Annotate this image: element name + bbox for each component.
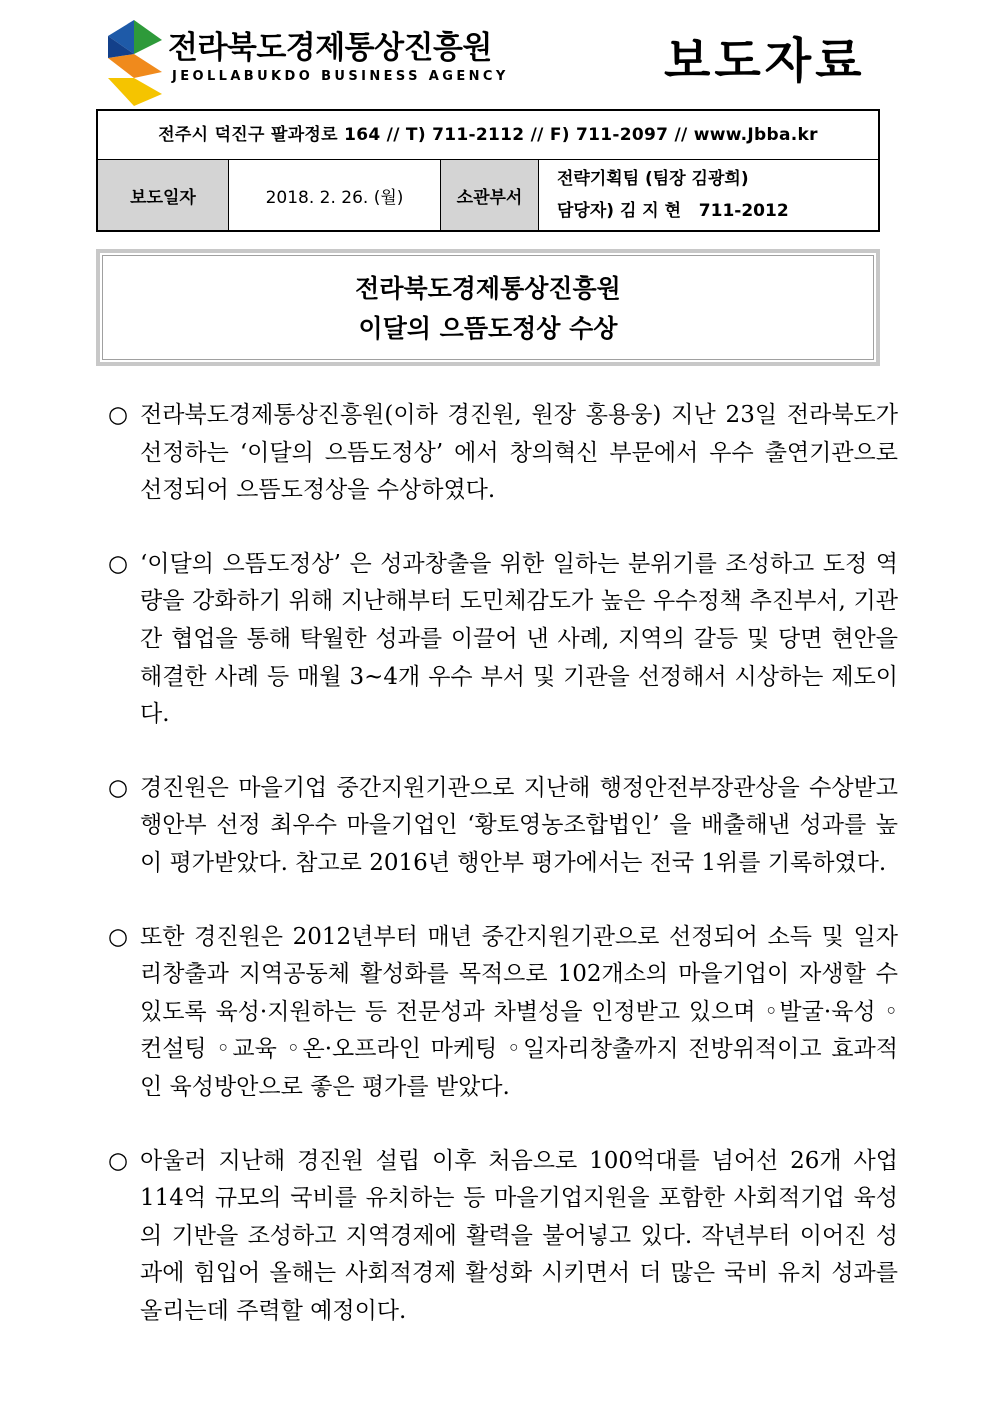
circle-bullet: ○ (108, 774, 129, 801)
circle-bullet: ○ (108, 923, 129, 950)
contact-address-line: 전주시 덕진구 팔과정로 164 // T) 711-2112 // F) 711-2097 // www.Jbba.kr (98, 111, 878, 160)
agency-logo (104, 14, 509, 108)
paragraph-text: 전라북도경제통상진흥원(이하 경진원, 원장 홍용웅) 지난 23일 전라북도가 선정하는 ‘이달의 으뜸도정상’ 에서 창의혁신 부문에서 우수 출연기관으로 선정되어 으뜸도정상을 수상하였다. (140, 402, 898, 504)
headline-box (96, 249, 880, 366)
headline-line-2: 이달의 으뜸도정상 수상 (358, 314, 618, 343)
paragraph-text: 아울러 지난해 경진원 설립 이후 처음으로 100억대를 넘어선 26개 사업 114억 규모의 국비를 유치하는 등 마을기업지원을 포함한 사회적기업 육성의 기반을 조성하고 지역경제에 활력을 불어넣고 있다. 작년부터 이어진 성과에 힘입어 올해는 사회적경제 활성화 시키면서 더 많은 국비 유치 성과를 올리는데 주력할 예정이다. (140, 1147, 898, 1324)
paragraph-text: 경진원은 마을기업 중간지원기관으로 지난해 행정안전부장관상을 수상받고 행안부 선정 최우수 마을기업인 ‘황토영농조합법인’ 을 배출해낸 성과를 높이 평가받았다. 참고로 2016년 행안부 평가에서는 전국 1위를 기록하였다. (140, 774, 898, 876)
release-date-label: 보도일자 (98, 160, 229, 230)
org-name-english: JEOLLABUKDO BUSINESS AGENCY (172, 69, 509, 84)
department-team: 전략기획팀 (팀장 김광희) (557, 169, 749, 189)
paragraph-text: 또한 경진원은 2012년부터 매년 중간지원기관으로 선정되어 소득 및 일자리창출과 지역공동체 활성화를 목적으로 102개소의 마을기업이 자생할 수 있도록 육성·지원하는 등 전문성과 차별성을 인정받고 있으며 ◦발굴·육성 ◦컨설팅 ◦교육 ◦온·오프라인 마케팅 ◦일자리창출까지 전방위적이고 효과적인 육성방안으로 좋은 평가를 받았다. (140, 923, 898, 1100)
department-info (539, 160, 878, 230)
release-date-value: 2018. 2. 26. (월) (229, 160, 441, 230)
press-body (108, 397, 898, 1366)
body-paragraph (108, 397, 898, 510)
paragraph-text: ‘이달의 으뜸도정상’ 은 성과창출을 위한 일하는 분위기를 조성하고 도정 역량을 강화하기 위해 지난해부터 도민체감도가 높은 우수정책 추진부서, 기관 간 협업을 통해 탁월한 성과를 이끌어 낸 사례, 지역의 갈등 및 당면 현안을 해결한 사례 등 매월 3~4개 우수 부서 및 기관을 선정해서 시상하는 제도이다. (140, 550, 898, 728)
body-paragraph (108, 770, 898, 883)
circle-bullet: ○ (108, 402, 129, 428)
body-paragraph (108, 1143, 898, 1331)
circle-bullet: ○ (108, 550, 129, 577)
agency-logo-mark (104, 14, 166, 108)
circle-bullet: ○ (108, 1147, 129, 1174)
body-paragraph (108, 546, 898, 734)
headline-line-1: 전라북도경제통상진흥원 (355, 274, 621, 303)
press-info-table (96, 109, 880, 232)
document-type-heading: 보도자료 (664, 33, 866, 89)
department-contact: 담당자) 김 지 현 711-2012 (557, 201, 789, 221)
release-info-row (98, 160, 878, 230)
department-label: 소관부서 (441, 160, 539, 230)
org-name-korean: 전라북도경제통상진흥원 (168, 30, 492, 66)
body-paragraph (108, 919, 898, 1107)
